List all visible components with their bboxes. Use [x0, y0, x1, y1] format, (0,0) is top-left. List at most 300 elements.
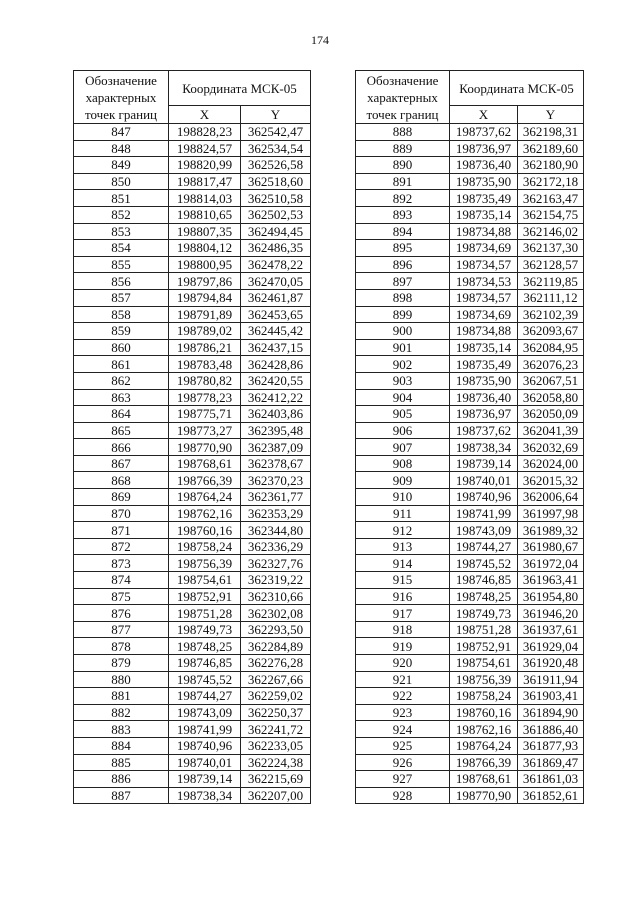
point-number-cell: 851 — [74, 190, 169, 207]
table-row — [356, 455, 584, 472]
table-row — [356, 406, 584, 423]
x-coordinate-cell: 198762,16 — [450, 721, 518, 738]
table-row — [356, 356, 584, 373]
x-coordinate-cell: 198748,25 — [450, 588, 518, 605]
point-number-cell: 923 — [356, 704, 450, 721]
x-coordinate-cell: 198810,65 — [169, 206, 241, 223]
y-coordinate-cell: 362327,76 — [241, 555, 311, 572]
table-row — [356, 124, 584, 141]
table-row — [356, 572, 584, 589]
x-coordinate-cell: 198754,61 — [169, 572, 241, 589]
y-coordinate-cell: 361929,04 — [518, 638, 584, 655]
y-coordinate-cell: 362137,30 — [518, 240, 584, 257]
x-coordinate-cell: 198735,90 — [450, 372, 518, 389]
table-row — [356, 173, 584, 190]
point-number-cell: 912 — [356, 522, 450, 539]
y-coordinate-cell: 362267,66 — [241, 671, 311, 688]
table-row — [74, 306, 311, 323]
table-row — [356, 439, 584, 456]
y-coordinate-cell: 362526,58 — [241, 157, 311, 174]
y-coordinate-cell: 362041,39 — [518, 422, 584, 439]
x-coordinate-cell: 198746,85 — [450, 572, 518, 589]
point-number-cell: 920 — [356, 655, 450, 672]
y-coordinate-cell: 362437,15 — [241, 339, 311, 356]
x-coordinate-cell: 198744,27 — [169, 688, 241, 705]
table-row — [74, 671, 311, 688]
y-coordinate-cell: 361963,41 — [518, 572, 584, 589]
table-row — [74, 638, 311, 655]
point-number-cell: 884 — [74, 737, 169, 754]
x-coordinate-cell: 198736,40 — [450, 157, 518, 174]
point-number-cell: 880 — [74, 671, 169, 688]
point-number-cell: 909 — [356, 472, 450, 489]
table-row — [74, 721, 311, 738]
y-coordinate-cell: 362198,31 — [518, 124, 584, 141]
x-coordinate-cell: 198739,14 — [450, 455, 518, 472]
table-row — [356, 605, 584, 622]
point-number-cell: 885 — [74, 754, 169, 771]
point-number-cell: 897 — [356, 273, 450, 290]
point-number-cell: 891 — [356, 173, 450, 190]
table-row — [74, 555, 311, 572]
table-row — [74, 472, 311, 489]
y-coordinate-cell: 361903,41 — [518, 688, 584, 705]
x-coordinate-cell: 198770,90 — [450, 787, 518, 804]
y-coordinate-cell: 362076,23 — [518, 356, 584, 373]
point-number-cell: 878 — [74, 638, 169, 655]
point-number-cell: 893 — [356, 206, 450, 223]
table-row — [356, 289, 584, 306]
y-coordinate-cell: 362370,23 — [241, 472, 311, 489]
point-number-cell: 863 — [74, 389, 169, 406]
y-coordinate-cell: 361989,32 — [518, 522, 584, 539]
y-coordinate-cell: 362310,66 — [241, 588, 311, 605]
x-coordinate-cell: 198734,57 — [450, 256, 518, 273]
point-number-cell: 927 — [356, 771, 450, 788]
x-coordinate-cell: 198764,24 — [169, 489, 241, 506]
x-coordinate-cell: 198734,88 — [450, 223, 518, 240]
y-coordinate-cell: 362542,47 — [241, 124, 311, 141]
table-row — [74, 538, 311, 555]
point-number-cell: 921 — [356, 671, 450, 688]
coordinates-table-right — [355, 70, 584, 804]
table-row — [74, 323, 311, 340]
y-coordinate-cell: 362207,00 — [241, 787, 311, 804]
point-number-cell: 848 — [74, 140, 169, 157]
point-number-cell: 868 — [74, 472, 169, 489]
y-coordinate-cell: 362470,05 — [241, 273, 311, 290]
table-row — [74, 771, 311, 788]
y-coordinate-cell: 362378,67 — [241, 455, 311, 472]
y-coordinate-cell: 362478,22 — [241, 256, 311, 273]
point-number-cell: 895 — [356, 240, 450, 257]
x-coordinate-cell: 198760,16 — [169, 522, 241, 539]
x-coordinate-cell: 198749,73 — [169, 621, 241, 638]
point-number-cell: 913 — [356, 538, 450, 555]
x-coordinate-cell: 198807,35 — [169, 223, 241, 240]
table-row — [356, 306, 584, 323]
designation-header: Обозначение характерных точек границ — [74, 71, 169, 124]
x-coordinate-cell: 198824,57 — [169, 140, 241, 157]
point-number-cell: 894 — [356, 223, 450, 240]
x-coordinate-cell: 198770,90 — [169, 439, 241, 456]
point-number-cell: 859 — [74, 323, 169, 340]
x-coordinate-cell: 198740,01 — [450, 472, 518, 489]
y-coordinate-cell: 362518,60 — [241, 173, 311, 190]
designation-header: Обозначение характерных точек границ — [356, 71, 450, 124]
point-number-cell: 887 — [74, 787, 169, 804]
y-coordinate-cell: 362293,50 — [241, 621, 311, 638]
point-number-cell: 914 — [356, 555, 450, 572]
table-row — [74, 273, 311, 290]
x-coordinate-cell: 198778,23 — [169, 389, 241, 406]
point-number-cell: 917 — [356, 605, 450, 622]
coordinates-table-left — [73, 70, 311, 804]
point-number-cell: 855 — [74, 256, 169, 273]
table-row — [74, 588, 311, 605]
point-number-cell: 903 — [356, 372, 450, 389]
x-coordinate-cell: 198751,28 — [450, 621, 518, 638]
y-coordinate-cell: 362395,48 — [241, 422, 311, 439]
table-row — [74, 572, 311, 589]
point-number-cell: 850 — [74, 173, 169, 190]
x-coordinate-cell: 198789,02 — [169, 323, 241, 340]
table-row — [74, 356, 311, 373]
table-row — [356, 157, 584, 174]
y-coordinate-cell: 362361,77 — [241, 489, 311, 506]
y-coordinate-cell: 362319,22 — [241, 572, 311, 589]
x-coordinate-cell: 198741,99 — [450, 505, 518, 522]
point-number-cell: 870 — [74, 505, 169, 522]
point-number-cell: 901 — [356, 339, 450, 356]
table-row — [74, 206, 311, 223]
point-number-cell: 902 — [356, 356, 450, 373]
y-coordinate-cell: 362119,85 — [518, 273, 584, 290]
table-row — [74, 422, 311, 439]
point-number-cell: 858 — [74, 306, 169, 323]
y-coordinate-cell: 362163,47 — [518, 190, 584, 207]
point-number-cell: 857 — [74, 289, 169, 306]
x-coordinate-cell: 198736,40 — [450, 389, 518, 406]
x-coordinate-cell: 198766,39 — [450, 754, 518, 771]
table-row — [356, 372, 584, 389]
point-number-cell: 890 — [356, 157, 450, 174]
x-coordinate-cell: 198748,25 — [169, 638, 241, 655]
y-coordinate-cell: 362344,80 — [241, 522, 311, 539]
table-row — [356, 472, 584, 489]
table-row — [74, 372, 311, 389]
table-row — [356, 323, 584, 340]
table-row — [356, 787, 584, 804]
y-coordinate-cell: 362111,12 — [518, 289, 584, 306]
y-coordinate-cell: 361894,90 — [518, 704, 584, 721]
y-coordinate-cell: 362067,51 — [518, 372, 584, 389]
y-coordinate-cell: 362336,29 — [241, 538, 311, 555]
table-row — [74, 704, 311, 721]
point-number-cell: 922 — [356, 688, 450, 705]
point-number-cell: 907 — [356, 439, 450, 456]
table-row — [356, 721, 584, 738]
x-coordinate-cell: 198735,90 — [450, 173, 518, 190]
x-coordinate-cell: 198768,61 — [450, 771, 518, 788]
y-header: Y — [241, 106, 311, 124]
point-number-cell: 915 — [356, 572, 450, 589]
x-coordinate-cell: 198794,84 — [169, 289, 241, 306]
y-coordinate-cell: 362403,86 — [241, 406, 311, 423]
table-row — [356, 588, 584, 605]
x-coordinate-cell: 198828,23 — [169, 124, 241, 141]
coordinate-header-label: Координата МСК-05 — [182, 80, 297, 96]
table-row — [356, 704, 584, 721]
point-number-cell: 899 — [356, 306, 450, 323]
x-coordinate-cell: 198751,28 — [169, 605, 241, 622]
table-row — [74, 190, 311, 207]
table-row — [356, 538, 584, 555]
table-row — [74, 256, 311, 273]
y-coordinate-cell: 362172,18 — [518, 173, 584, 190]
table-row — [356, 555, 584, 572]
table-row — [74, 621, 311, 638]
y-coordinate-cell: 361997,98 — [518, 505, 584, 522]
table-row — [356, 737, 584, 754]
y-coordinate-cell: 362189,60 — [518, 140, 584, 157]
x-coordinate-cell: 198797,86 — [169, 273, 241, 290]
x-header: X — [450, 106, 518, 124]
point-number-cell: 896 — [356, 256, 450, 273]
x-coordinate-cell: 198737,62 — [450, 124, 518, 141]
point-number-cell: 898 — [356, 289, 450, 306]
point-number-cell: 854 — [74, 240, 169, 257]
y-coordinate-cell: 361852,61 — [518, 787, 584, 804]
y-coordinate-cell: 362015,32 — [518, 472, 584, 489]
table-row — [74, 240, 311, 257]
x-coordinate-cell: 198737,62 — [450, 422, 518, 439]
table-row — [356, 240, 584, 257]
point-number-cell: 910 — [356, 489, 450, 506]
table-row — [356, 489, 584, 506]
point-number-cell: 911 — [356, 505, 450, 522]
point-number-cell: 879 — [74, 655, 169, 672]
y-coordinate-cell: 362024,00 — [518, 455, 584, 472]
point-number-cell: 876 — [74, 605, 169, 622]
x-coordinate-cell: 198817,47 — [169, 173, 241, 190]
y-coordinate-cell: 361869,47 — [518, 754, 584, 771]
y-coordinate-cell: 362215,69 — [241, 771, 311, 788]
x-coordinate-cell: 198735,49 — [450, 190, 518, 207]
x-coordinate-cell: 198754,61 — [450, 655, 518, 672]
point-number-cell: 889 — [356, 140, 450, 157]
x-coordinate-cell: 198800,95 — [169, 256, 241, 273]
y-coordinate-cell: 362032,69 — [518, 439, 584, 456]
x-coordinate-cell: 198820,99 — [169, 157, 241, 174]
point-number-cell: 864 — [74, 406, 169, 423]
y-coordinate-cell: 361886,40 — [518, 721, 584, 738]
point-number-cell: 881 — [74, 688, 169, 705]
x-coordinate-cell: 198775,71 — [169, 406, 241, 423]
table-row — [74, 522, 311, 539]
table-row — [74, 605, 311, 622]
x-coordinate-cell: 198735,49 — [450, 356, 518, 373]
y-coordinate-cell: 361946,20 — [518, 605, 584, 622]
table-row — [356, 223, 584, 240]
table-row — [74, 489, 311, 506]
point-number-cell: 875 — [74, 588, 169, 605]
x-coordinate-cell: 198762,16 — [169, 505, 241, 522]
point-number-cell: 874 — [74, 572, 169, 589]
y-coordinate-cell: 362412,22 — [241, 389, 311, 406]
y-coordinate-cell: 362093,67 — [518, 323, 584, 340]
table-row — [356, 422, 584, 439]
x-coordinate-cell: 198735,14 — [450, 339, 518, 356]
y-coordinate-cell: 362058,80 — [518, 389, 584, 406]
point-number-cell: 867 — [74, 455, 169, 472]
point-number-cell: 849 — [74, 157, 169, 174]
y-coordinate-cell: 362486,35 — [241, 240, 311, 257]
table-row — [74, 688, 311, 705]
table-row — [356, 206, 584, 223]
point-number-cell: 871 — [74, 522, 169, 539]
x-coordinate-cell: 198752,91 — [450, 638, 518, 655]
point-number-cell: 888 — [356, 124, 450, 141]
x-coordinate-cell: 198740,96 — [169, 737, 241, 754]
point-number-cell: 918 — [356, 621, 450, 638]
table-row — [74, 173, 311, 190]
point-number-cell: 886 — [74, 771, 169, 788]
point-number-cell: 865 — [74, 422, 169, 439]
x-coordinate-cell: 198756,39 — [169, 555, 241, 572]
point-number-cell: 873 — [74, 555, 169, 572]
table-row — [74, 124, 311, 141]
table-row — [74, 289, 311, 306]
x-coordinate-cell: 198743,09 — [169, 704, 241, 721]
x-coordinate-cell: 198783,48 — [169, 356, 241, 373]
x-coordinate-cell: 198745,52 — [450, 555, 518, 572]
y-coordinate-cell: 361980,67 — [518, 538, 584, 555]
table-row — [356, 256, 584, 273]
y-coordinate-cell: 362284,89 — [241, 638, 311, 655]
y-coordinate-cell: 362494,45 — [241, 223, 311, 240]
y-coordinate-cell: 362445,42 — [241, 323, 311, 340]
x-coordinate-cell: 198734,53 — [450, 273, 518, 290]
x-coordinate-cell: 198760,16 — [450, 704, 518, 721]
table-row — [356, 754, 584, 771]
y-coordinate-cell: 361972,04 — [518, 555, 584, 572]
x-coordinate-cell: 198758,24 — [450, 688, 518, 705]
y-coordinate-cell: 362224,38 — [241, 754, 311, 771]
y-coordinate-cell: 362241,72 — [241, 721, 311, 738]
y-coordinate-cell: 362420,55 — [241, 372, 311, 389]
y-coordinate-cell: 361911,94 — [518, 671, 584, 688]
y-coordinate-cell: 362180,90 — [518, 157, 584, 174]
table-row — [74, 406, 311, 423]
x-coordinate-cell: 198756,39 — [450, 671, 518, 688]
y-coordinate-cell: 362387,09 — [241, 439, 311, 456]
x-coordinate-cell: 198736,97 — [450, 140, 518, 157]
y-coordinate-cell: 362084,95 — [518, 339, 584, 356]
y-coordinate-cell: 361877,93 — [518, 737, 584, 754]
point-number-cell: 847 — [74, 124, 169, 141]
table-row — [74, 389, 311, 406]
point-number-cell: 916 — [356, 588, 450, 605]
point-number-cell: 861 — [74, 356, 169, 373]
table-row — [356, 273, 584, 290]
y-coordinate-cell: 362276,28 — [241, 655, 311, 672]
x-coordinate-cell: 198768,61 — [169, 455, 241, 472]
point-number-cell: 862 — [74, 372, 169, 389]
y-coordinate-cell: 362428,86 — [241, 356, 311, 373]
table-row — [74, 754, 311, 771]
y-coordinate-cell: 362534,54 — [241, 140, 311, 157]
x-coordinate-cell: 198752,91 — [169, 588, 241, 605]
y-coordinate-cell: 362050,09 — [518, 406, 584, 423]
x-coordinate-cell: 198791,89 — [169, 306, 241, 323]
coordinate-header-label: Координата МСК-05 — [459, 80, 574, 96]
point-number-cell: 892 — [356, 190, 450, 207]
y-coordinate-cell: 362102,39 — [518, 306, 584, 323]
table-row — [356, 621, 584, 638]
page-number: 174 — [311, 33, 329, 47]
y-coordinate-cell: 362146,02 — [518, 223, 584, 240]
x-coordinate-cell: 198814,03 — [169, 190, 241, 207]
coordinate-header — [169, 71, 311, 106]
table-row — [356, 389, 584, 406]
table-row — [74, 787, 311, 804]
table-row — [356, 140, 584, 157]
point-number-cell: 926 — [356, 754, 450, 771]
table-row — [356, 671, 584, 688]
y-coordinate-cell: 361861,03 — [518, 771, 584, 788]
point-number-cell: 866 — [74, 439, 169, 456]
x-coordinate-cell: 198735,14 — [450, 206, 518, 223]
y-coordinate-cell: 362250,37 — [241, 704, 311, 721]
table-row — [356, 688, 584, 705]
y-header: Y — [518, 106, 584, 124]
point-number-cell: 928 — [356, 787, 450, 804]
x-coordinate-cell: 198734,88 — [450, 323, 518, 340]
y-coordinate-cell: 361954,80 — [518, 588, 584, 605]
table-row — [356, 638, 584, 655]
point-number-cell: 852 — [74, 206, 169, 223]
x-coordinate-cell: 198738,34 — [169, 787, 241, 804]
x-coordinate-cell: 198734,57 — [450, 289, 518, 306]
x-coordinate-cell: 198734,69 — [450, 306, 518, 323]
x-coordinate-cell: 198744,27 — [450, 538, 518, 555]
point-number-cell: 882 — [74, 704, 169, 721]
point-number-cell: 924 — [356, 721, 450, 738]
x-coordinate-cell: 198764,24 — [450, 737, 518, 754]
table-row — [74, 737, 311, 754]
point-number-cell: 853 — [74, 223, 169, 240]
point-number-cell: 869 — [74, 489, 169, 506]
x-coordinate-cell: 198736,97 — [450, 406, 518, 423]
point-number-cell: 906 — [356, 422, 450, 439]
x-coordinate-cell: 198786,21 — [169, 339, 241, 356]
x-coordinate-cell: 198780,82 — [169, 372, 241, 389]
point-number-cell: 872 — [74, 538, 169, 555]
table-row — [74, 157, 311, 174]
table-row — [356, 655, 584, 672]
x-coordinate-cell: 198745,52 — [169, 671, 241, 688]
y-coordinate-cell: 362128,57 — [518, 256, 584, 273]
table-row — [74, 140, 311, 157]
table-row — [74, 439, 311, 456]
x-coordinate-cell: 198758,24 — [169, 538, 241, 555]
point-number-cell: 904 — [356, 389, 450, 406]
point-number-cell: 860 — [74, 339, 169, 356]
table-row — [356, 190, 584, 207]
table-row — [74, 339, 311, 356]
table-row — [74, 655, 311, 672]
